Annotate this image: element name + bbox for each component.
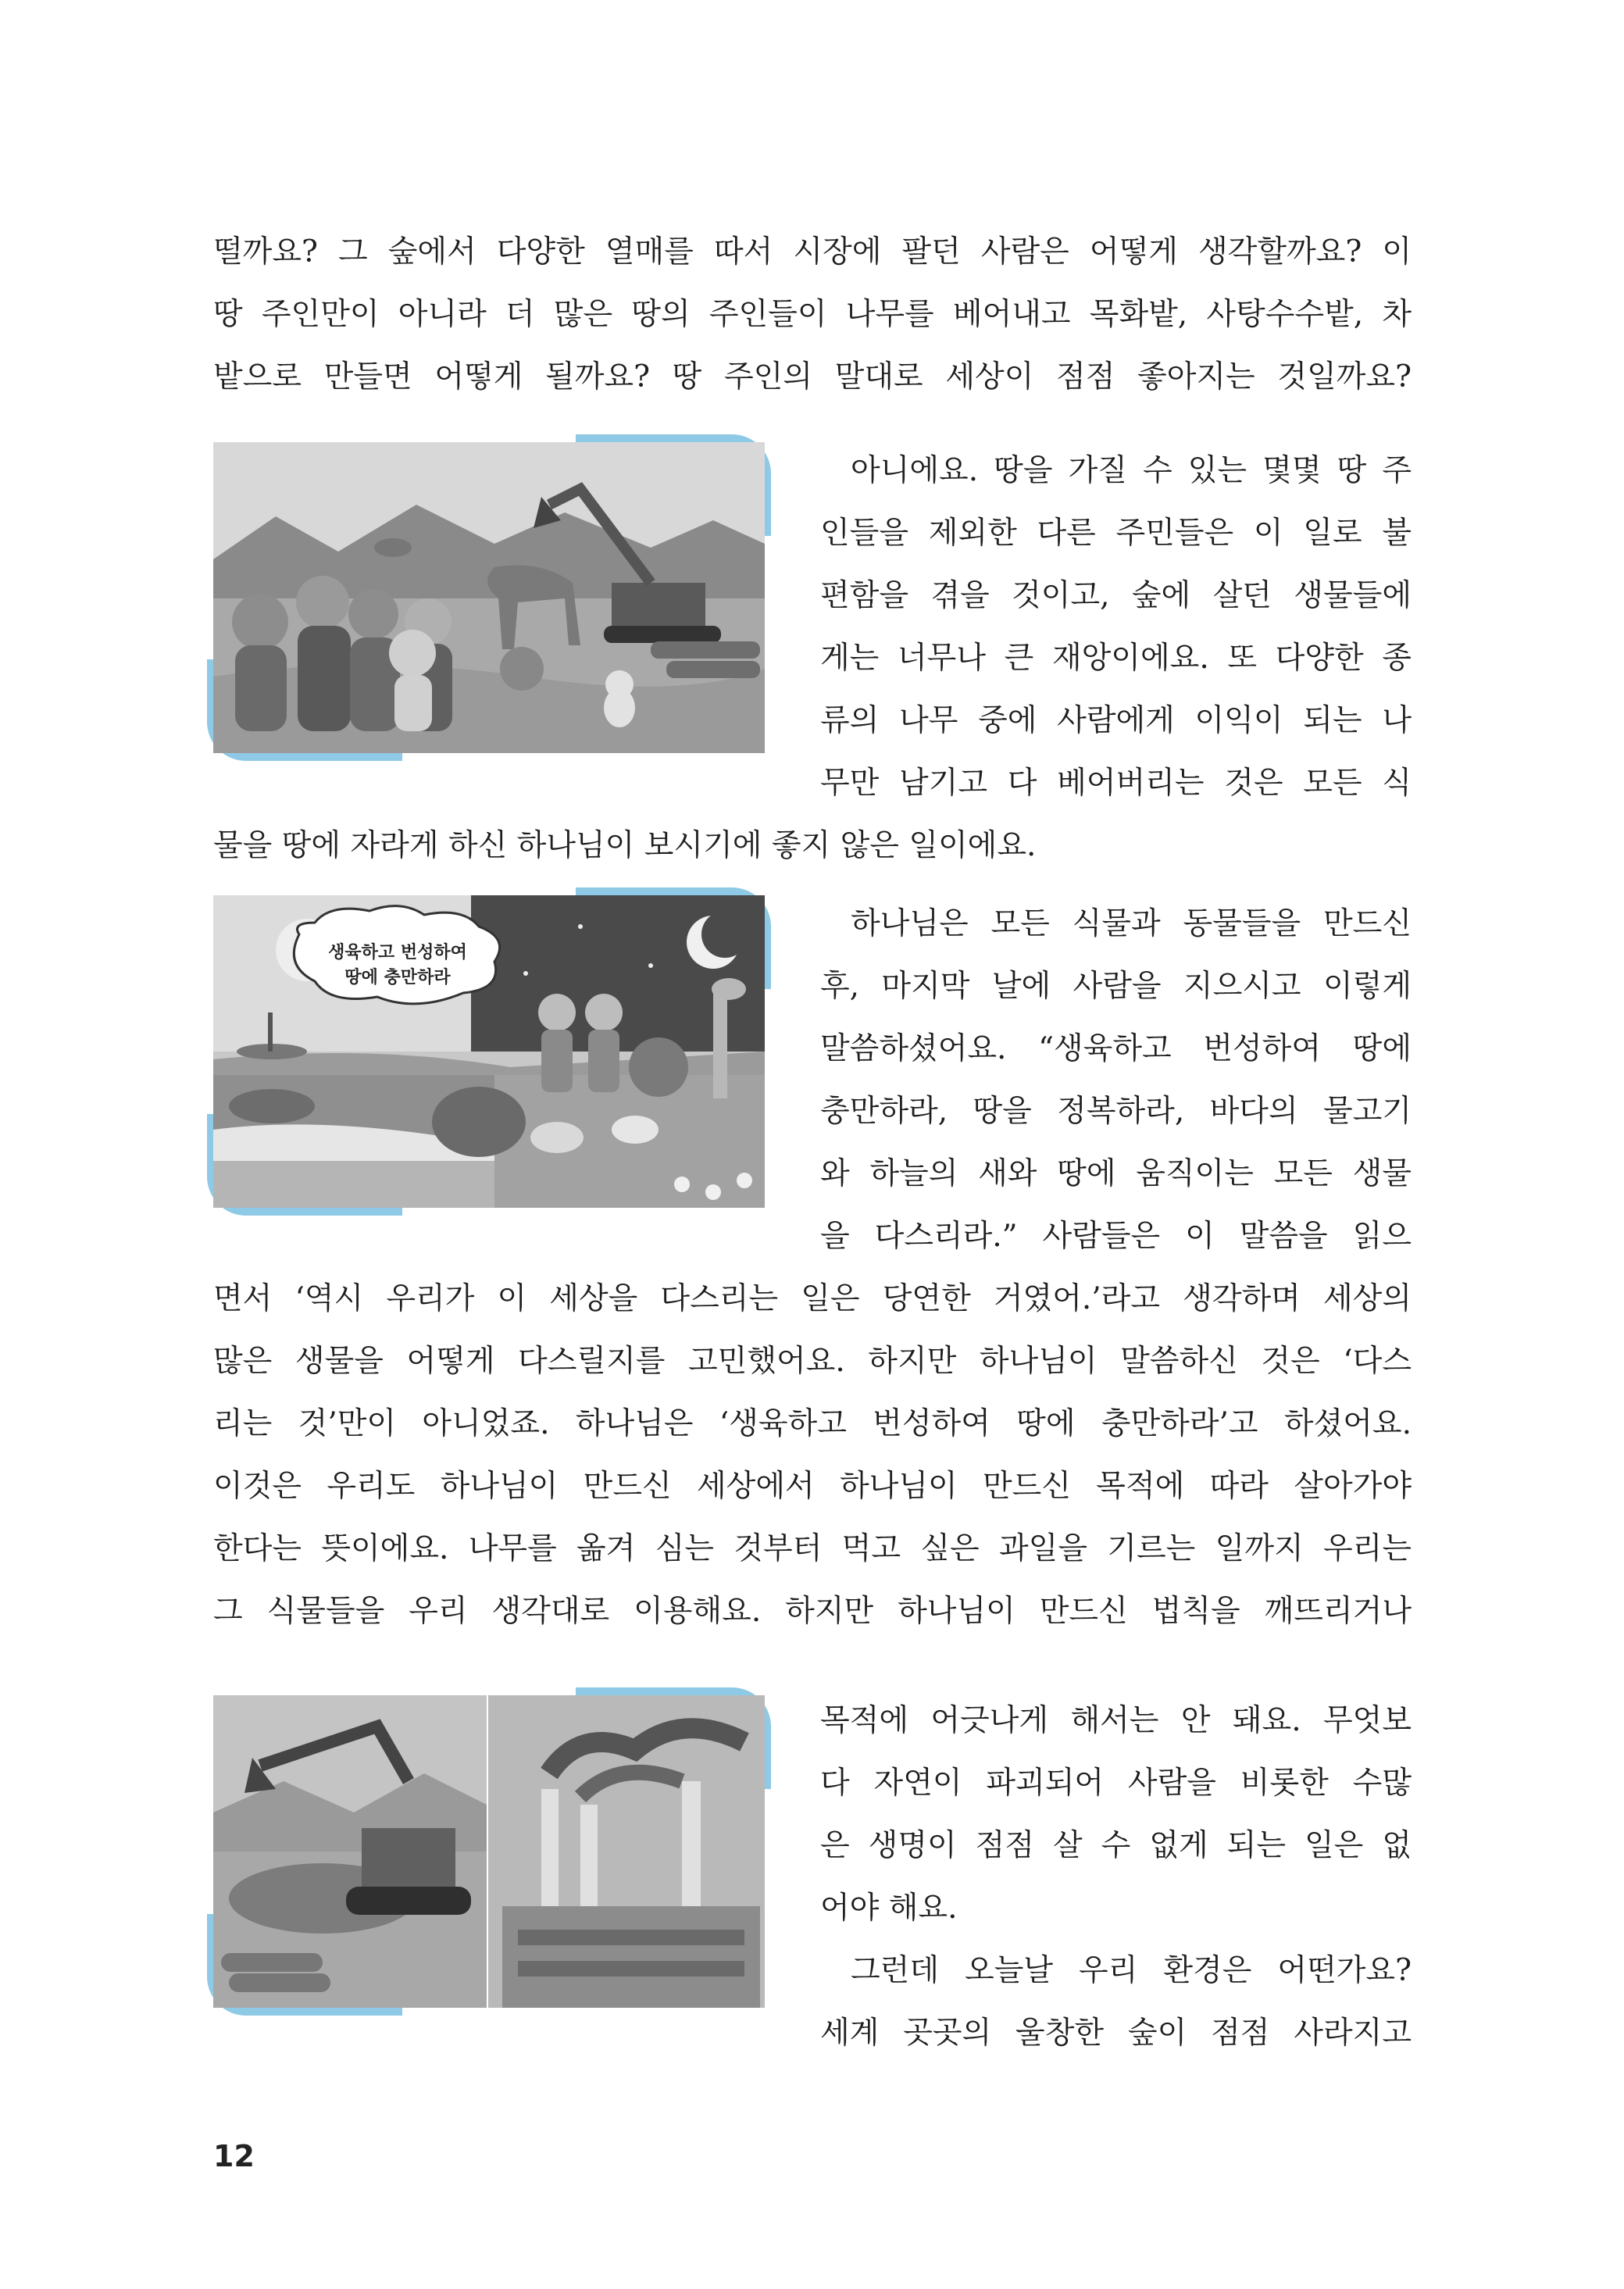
text-line: 게는 너무나 큰 재앙이에요. 또 다양한 종: [820, 641, 1412, 676]
text-line: 리는 것’만이 아니었죠. 하나님은 ‘생육하고 번성하여 땅에 충만하라’고 하셨어요.: [213, 1406, 1412, 1441]
text-line: 어야 해요.: [820, 1891, 958, 1926]
text-line: 밭으로 만들면 어떻게 될까요? 땅 주인의 말대로 세상이 점점 좋아지는 것일까요?: [213, 359, 1412, 395]
text-line: 이것은 우리도 하나님이 만드신 세상에서 하나님이 만드신 목적에 따라 살아가야: [213, 1469, 1412, 1504]
text-line: 을 다스리라.” 사람들은 이 말씀을 읽으: [820, 1219, 1412, 1254]
text-line: 떨까요? 그 숲에서 다양한 열매를 따서 시장에 팔던 사람은 어떻게 생각할까요? 이: [213, 234, 1412, 270]
text-line: 편함을 겪을 것이고, 숲에 살던 생물들에: [820, 578, 1412, 613]
text-line: 세계 곳곳의 울창한 숲이 점점 사라지고: [820, 2016, 1412, 2051]
text-line: 무만 남기고 다 베어버리는 것은 모든 식: [820, 766, 1412, 801]
text-line: 목적에 어긋나게 해서는 안 돼요. 무엇보: [820, 1703, 1412, 1738]
illustration-art: [213, 442, 765, 753]
text-line: 물을 땅에 자라게 하신 하나님이 보시기에 좋지 않은 일이에요.: [213, 828, 1037, 863]
speech-bubble-line: 생육하고 번성하여: [328, 943, 467, 962]
text-line: 땅 주인만이 아니라 더 많은 땅의 주인들이 나무를 베어내고 목화밭, 사탕수수밭, 차: [213, 297, 1412, 332]
illustration-industry: [213, 1695, 765, 2008]
text-line: 류의 나무 중에 사람에게 이익이 되는 나: [820, 703, 1412, 738]
text-line: 은 생명이 점점 살 수 없게 되는 일은 없: [820, 1828, 1412, 1863]
illustration-deforestation-displacement: [213, 442, 765, 753]
text-line: 면서 ‘역시 우리가 이 세상을 다스리는 일은 당연한 거였어.’라고 생각하며 세상의: [213, 1281, 1412, 1316]
text-line: 후, 마지막 날에 사람을 지으시고 이렇게: [820, 969, 1412, 1004]
text-line: 말씀하셨어요. “생육하고 번성하여 땅에: [820, 1031, 1412, 1066]
text-line: 아니에요. 땅을 가질 수 있는 몇몇 땅 주: [851, 453, 1412, 488]
text-line: 그 식물들을 우리 생각대로 이용해요. 하지만 하나님이 만드신 법칙을 깨뜨리거나: [213, 1594, 1412, 1629]
text-line: 하나님은 모든 식물과 동물들을 만드신: [851, 906, 1412, 941]
speech-bubble-line: 땅에 충만하라: [344, 968, 451, 987]
illustration-creation: [213, 895, 765, 1208]
illustration-art: [213, 1695, 765, 2008]
text-line: 인들을 제외한 다른 주민들은 이 일로 불: [820, 516, 1412, 551]
text-line: 다 자연이 파괴되어 사람을 비롯한 수많: [820, 1766, 1412, 1801]
text-line: 한다는 뜻이에요. 나무를 옮겨 심는 것부터 먹고 싶은 과일을 기르는 일까지 우리는: [213, 1531, 1412, 1566]
text-line: 많은 생물을 어떻게 다스릴지를 고민했어요. 하지만 하나님이 말씀하신 것은 ‘다스: [213, 1344, 1412, 1379]
text-line: 와 하늘의 새와 땅에 움직이는 모든 생물: [820, 1156, 1412, 1191]
page-number: 12: [213, 2139, 255, 2173]
illustration-art: [213, 895, 765, 1208]
text-line: 그런데 오늘날 우리 환경은 어떤가요?: [851, 1953, 1412, 1988]
text-line: 충만하라, 땅을 정복하라, 바다의 물고기: [820, 1094, 1412, 1129]
